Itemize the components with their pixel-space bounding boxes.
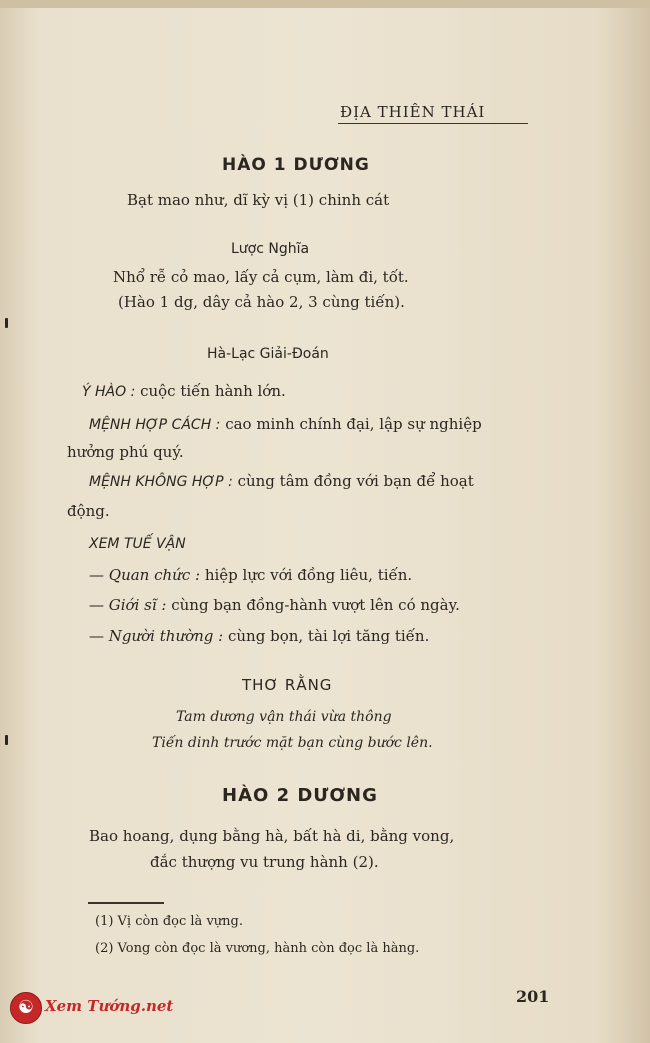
menh-hop-label: MỆNH HỢP CÁCH :: [89, 417, 221, 433]
menh-hop-line: [89, 415, 482, 434]
yin-yang-icon: ☯: [10, 992, 42, 1024]
tue-van-label: — Người thường :: [89, 627, 224, 645]
tue-van-text: cùng bọn, tài lợi tăng tiến.: [228, 627, 430, 645]
section2-line-2: đắc thượng vu trung hành (2).: [150, 853, 379, 871]
header-rule: [338, 123, 528, 124]
footnote-rule: [88, 902, 164, 904]
menh-hop-line-2: hưởng phú quý.: [67, 443, 184, 461]
menh-hop-text: cao minh chính đại, lập sự nghiệp: [225, 415, 482, 433]
section1-title: HÀO 1 DƯƠNG: [222, 155, 370, 175]
ink-speck: [5, 735, 8, 745]
section2-line-1: Bao hoang, dụng bằng hà, bất hà di, bằng vong,: [89, 827, 455, 845]
tue-van-label: — Quan chức :: [89, 566, 201, 584]
ink-speck: [5, 318, 8, 328]
tho-rang-title: THƠ RẰNG: [242, 676, 333, 694]
page-top-edge: [0, 0, 650, 8]
giai-doan-title: Hà-Lạc Giải-Đoán: [207, 346, 329, 362]
tue-van-item: [89, 627, 429, 645]
section1-text: Bạt mao như, dĩ kỳ vị (1) chinh cát: [127, 191, 390, 209]
section2-title: HÀO 2 DƯƠNG: [222, 785, 378, 806]
tue-van-text: hiệp lực với đồng liêu, tiến.: [204, 566, 413, 584]
menh-khong-line-2: động.: [67, 502, 110, 520]
watermark-logo: [10, 992, 175, 1024]
page-number: 201: [516, 987, 550, 1006]
menh-khong-line: [89, 472, 474, 491]
tue-van-text: cùng bạn đồng-hành vượt lên có ngày.: [171, 596, 460, 614]
poem-line-2: Tiến dinh trước mặt bạn cùng bước lên.: [152, 735, 433, 751]
watermark-text: Xem Tướng.net: [45, 997, 174, 1015]
footnote-1: (1) Vị còn đọc là vựng.: [95, 914, 243, 929]
y-hao-text: cuộc tiến hành lớn.: [140, 382, 286, 400]
y-hao-label: Ý HÀO :: [82, 384, 136, 400]
y-hao-line: [82, 382, 286, 401]
luoc-nghia-line-1: Nhổ rễ cỏ mao, lấy cả cụm, làm đi, tốt.: [113, 268, 409, 286]
tue-van-label: — Giới sĩ :: [89, 596, 167, 614]
luoc-nghia-title: Lược Nghĩa: [231, 241, 310, 257]
footnote-2: (2) Vong còn đọc là vương, hành còn đọc là hàng.: [95, 941, 420, 956]
menh-khong-text: cùng tâm đồng với bạn để hoạt: [237, 472, 474, 490]
menh-khong-label: MỆNH KHÔNG HỢP :: [89, 474, 233, 490]
running-head: ĐỊA THIÊN THÁI: [340, 103, 486, 121]
xem-tue-van: XEM TUẾ VẬN: [89, 536, 186, 552]
tue-van-item: [89, 596, 460, 614]
poem-line-1: Tam dương vận thái vừa thông: [176, 709, 392, 725]
tue-van-item: [89, 566, 412, 584]
luoc-nghia-line-2: (Hào 1 dg, dây cả hào 2, 3 cùng tiến).: [118, 293, 405, 311]
